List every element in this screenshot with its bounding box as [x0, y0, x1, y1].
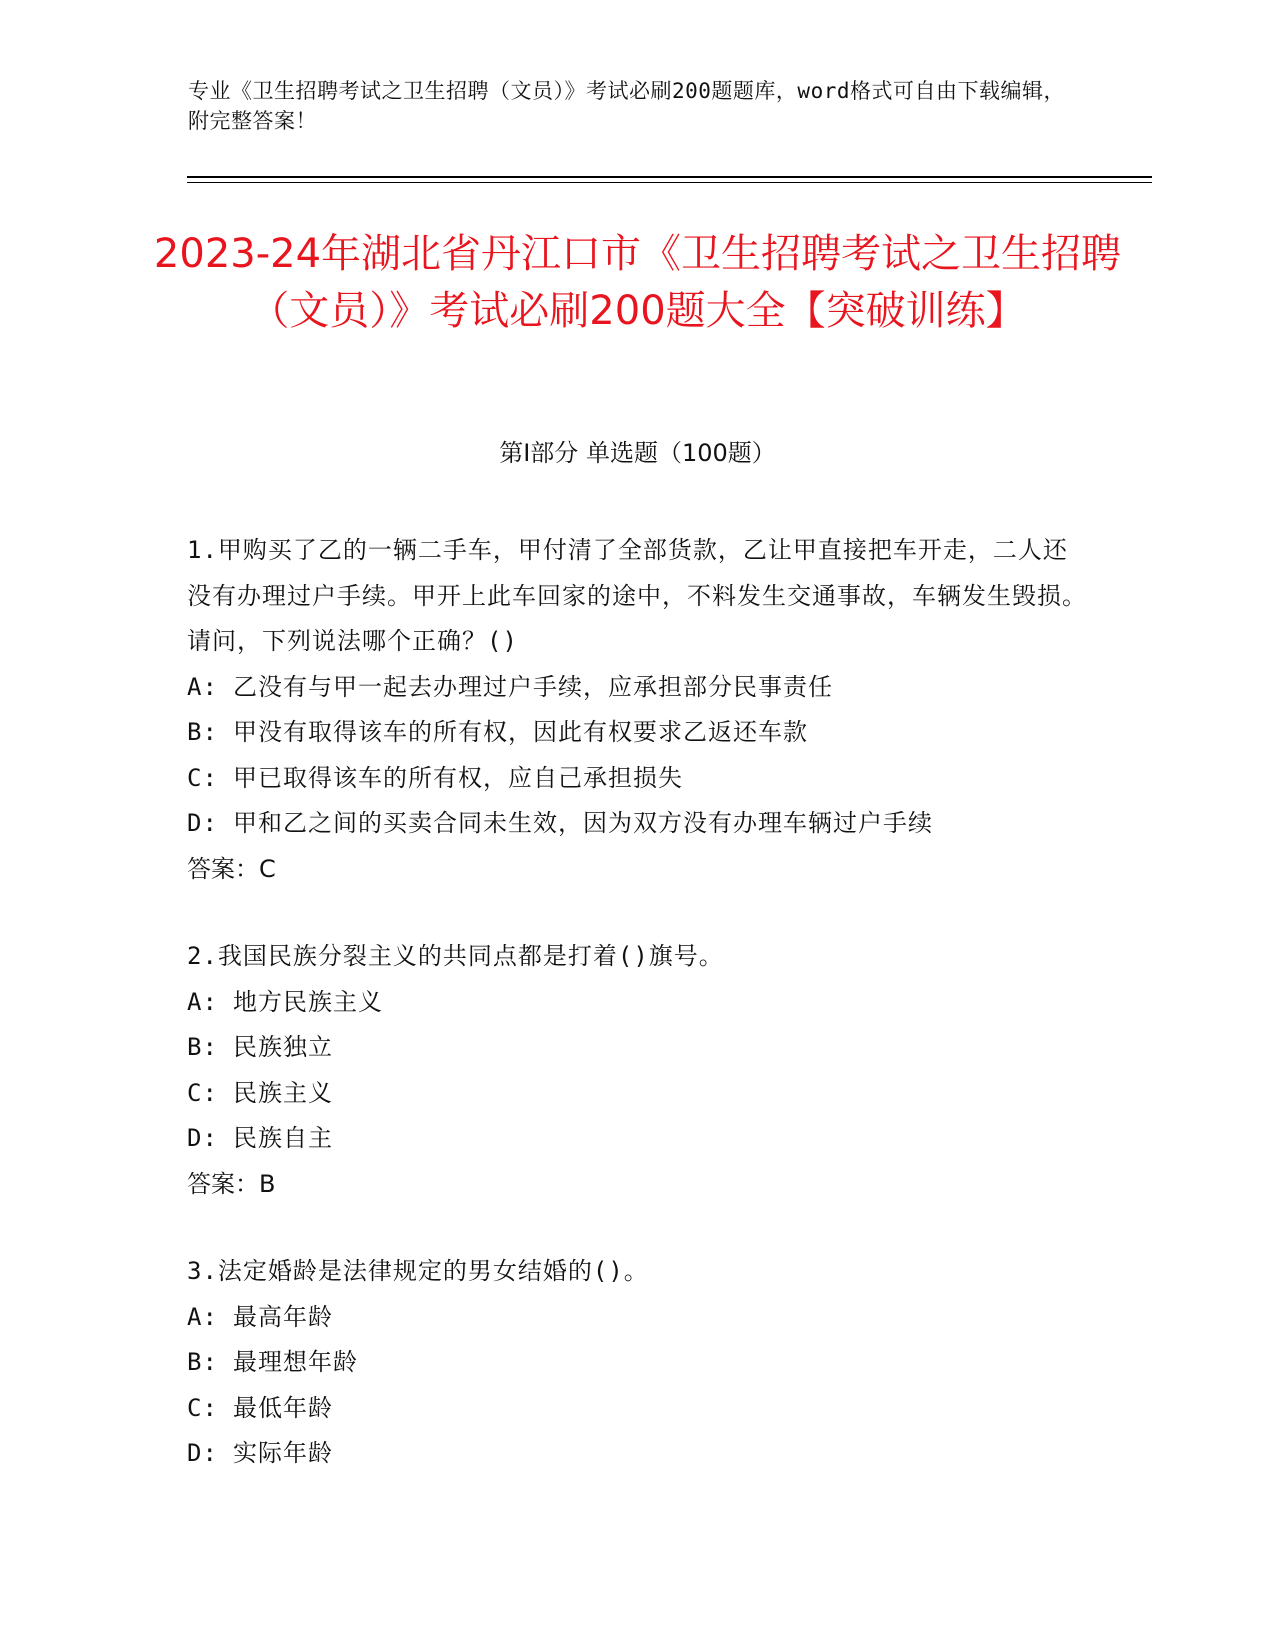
option-letter: A: [187, 1302, 218, 1331]
option-b [187, 1340, 1087, 1386]
question-2 [187, 934, 1087, 1207]
option-c [187, 1071, 1087, 1117]
option-text: 最理想年龄 [233, 1348, 358, 1376]
option-letter: C: [187, 763, 218, 792]
option-letter: C: [187, 1393, 218, 1422]
document-title: 2023-24年湖北省丹江口市《卫生招聘考试之卫生招聘（文员）》考试必刷200题大全【突破训练】 [153, 231, 1122, 334]
question-3 [187, 1249, 1087, 1477]
section-heading: 第Ⅰ部分 单选题（100题） [499, 439, 776, 467]
option-text: 甲没有取得该车的所有权，因此有权要求乙返还车款 [233, 718, 808, 746]
option-text: 甲和乙之间的买卖合同未生效，因为双方没有办理车辆过户手续 [233, 809, 933, 837]
header-divider-thick [187, 176, 1152, 178]
answer: 答案：B [187, 1169, 276, 1198]
option-a [187, 980, 1087, 1026]
question-text: 1.甲购买了乙的一辆二手车，甲付清了全部货款，乙让甲直接把车开走，二人还没有办理过户手续。甲开上此车回家的途中，不料发生交通事故，车辆发生毁损。请问，下列说法哪个正确？() [187, 536, 1087, 655]
option-text: 民族主义 [233, 1078, 333, 1107]
option-letter: C: [187, 1078, 218, 1107]
option-a [187, 1295, 1087, 1341]
option-text: 最高年龄 [233, 1302, 333, 1331]
option-text: 甲已取得该车的所有权，应自己承担损失 [233, 763, 683, 792]
option-d [187, 1431, 1087, 1477]
option-text: 民族自主 [233, 1124, 333, 1152]
option-letter: D: [187, 1124, 218, 1152]
option-letter: D: [187, 809, 218, 837]
question-1 [187, 528, 1087, 892]
option-letter: B: [187, 718, 218, 746]
option-c [187, 1386, 1087, 1432]
option-text: 最低年龄 [233, 1393, 333, 1422]
option-d [187, 801, 1087, 847]
option-a [187, 665, 1087, 711]
question-text: 2.我国民族分裂主义的共同点都是打着()旗号。 [187, 942, 724, 970]
option-text: 实际年龄 [233, 1439, 333, 1467]
option-letter: A: [187, 672, 218, 701]
option-text: 乙没有与甲一起去办理过户手续，应承担部分民事责任 [233, 672, 833, 701]
header-divider-thin [187, 182, 1152, 183]
option-letter: A: [187, 987, 218, 1016]
option-letter: D: [187, 1439, 218, 1467]
option-b [187, 1025, 1087, 1071]
option-c [187, 756, 1087, 802]
option-text: 地方民族主义 [233, 987, 383, 1016]
question-text: 3.法定婚龄是法律规定的男女结婚的()。 [187, 1257, 649, 1285]
answer: 答案：C [187, 854, 276, 883]
option-letter: B: [187, 1033, 218, 1061]
option-letter: B: [187, 1348, 218, 1376]
option-d [187, 1116, 1087, 1162]
question-list [187, 528, 1087, 1519]
option-text: 民族独立 [233, 1033, 333, 1061]
option-b [187, 710, 1087, 756]
header-note: 专业《卫生招聘考试之卫生招聘（文员）》考试必刷200题题库，word格式可自由下载编辑，附完整答案！ [188, 79, 1065, 133]
